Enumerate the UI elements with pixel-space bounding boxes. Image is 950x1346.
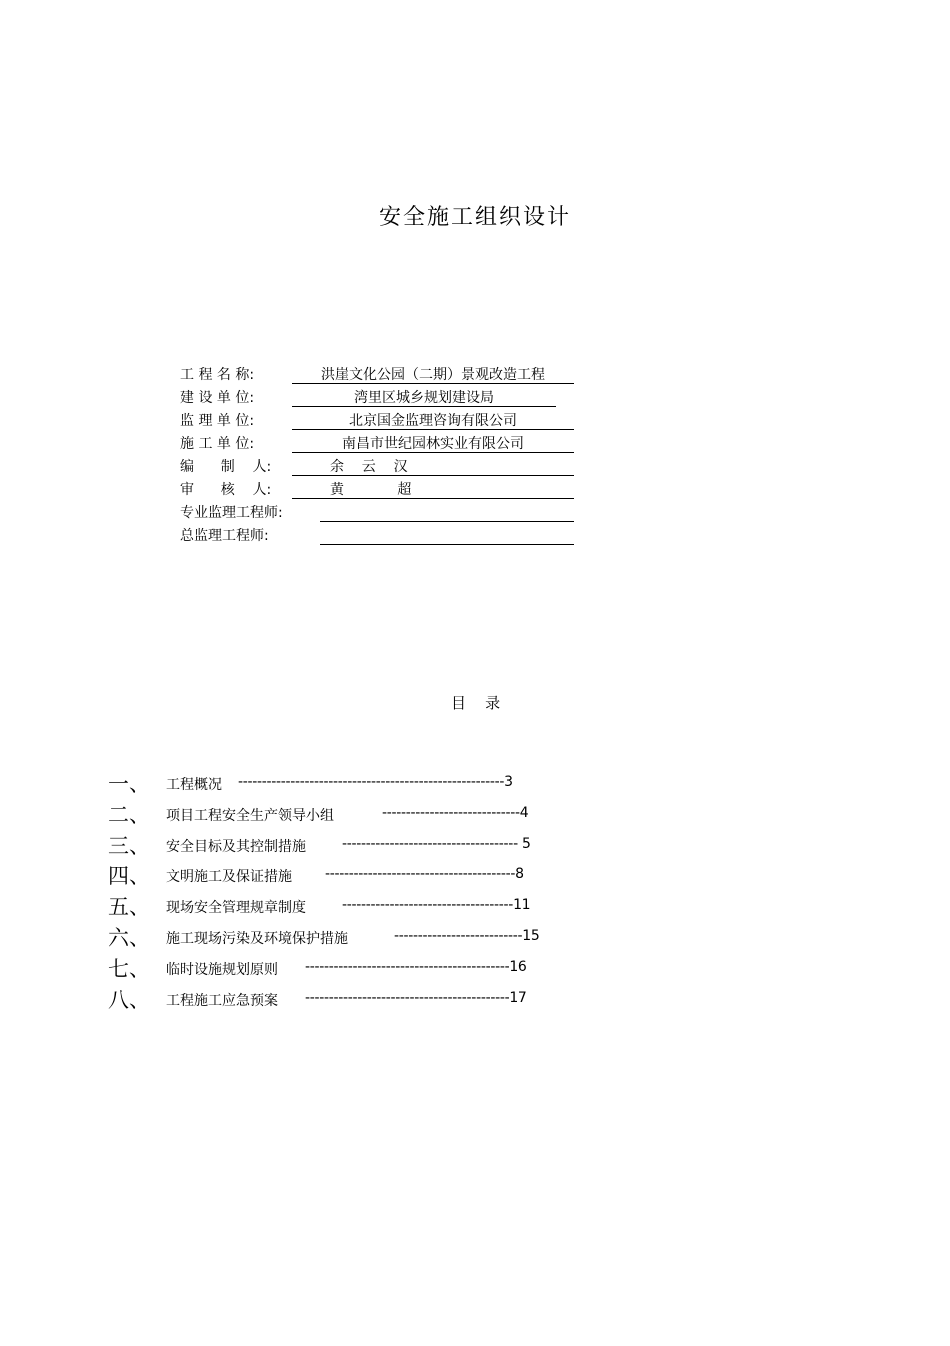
toc-number: 八、 [108, 987, 150, 1012]
toc-text: 施工现场污染及环境保护措施 [166, 930, 348, 947]
info-label: 总监理工程师: [180, 528, 269, 544]
toc-item[interactable] [108, 926, 668, 957]
toc-text: 现场安全管理规章制度 [166, 900, 306, 917]
toc-leader: ------------------------------------11 [342, 897, 531, 914]
underline [320, 521, 574, 522]
info-label: 编 制 人: [180, 459, 272, 475]
toc-item[interactable] [108, 834, 668, 865]
info-value: 南昌市世纪园林实业有限公司 [342, 436, 524, 452]
info-label: 建 设 单 位: [180, 390, 255, 406]
underline [292, 429, 574, 430]
toc-number: 六、 [108, 925, 150, 950]
toc-text: 工程概况 [166, 777, 222, 793]
document-title: 安全施工组织设计 [378, 205, 571, 230]
toc-leader: -------------------------------------------16 [305, 958, 527, 975]
toc-text: 项目工程安全生产领导小组 [166, 807, 334, 824]
info-label: 监 理 单 位: [180, 413, 255, 429]
underline [292, 475, 574, 476]
underline [292, 383, 574, 384]
toc-item[interactable] [108, 957, 668, 988]
toc-item[interactable] [108, 772, 668, 803]
toc-number: 二、 [108, 802, 150, 827]
toc-item[interactable] [108, 803, 668, 834]
toc-leader: ------------------------------------- 5 [342, 835, 531, 852]
info-label: 审 核 人: [180, 482, 272, 498]
underline [320, 544, 574, 545]
toc-number: 三、 [108, 833, 150, 858]
toc-leader: --------------------------------------------------------3 [238, 774, 513, 790]
toc-number: 七、 [108, 956, 150, 981]
info-value: 黄 超 [330, 482, 412, 498]
info-label: 工 程 名 称: [180, 367, 255, 383]
toc-leader: ----------------------------------------8 [325, 866, 524, 883]
toc-item[interactable] [108, 988, 668, 1019]
toc-text: 文明施工及保证措施 [166, 869, 292, 886]
toc-text: 安全目标及其控制措施 [166, 838, 306, 855]
toc-item[interactable] [108, 864, 668, 895]
toc-leader: -------------------------------------------17 [305, 989, 527, 1006]
underline [292, 498, 574, 499]
info-value: 北京国金监理咨询有限公司 [349, 413, 517, 429]
info-value: 湾里区城乡规划建设局 [354, 390, 494, 406]
info-value: 余 云 汉 [330, 459, 408, 475]
toc-leader: ---------------------------15 [394, 927, 540, 944]
toc-text: 临时设施规划原则 [166, 961, 278, 978]
table-of-contents [108, 772, 668, 1018]
toc-leader: -----------------------------4 [382, 804, 529, 821]
toc-number: 四、 [108, 864, 150, 889]
toc-item[interactable] [108, 895, 668, 926]
toc-text: 工程施工应急预案 [166, 992, 278, 1009]
toc-number: 五、 [108, 895, 150, 920]
underline [292, 452, 574, 453]
underline [292, 406, 556, 407]
toc-title: 目 录 [451, 694, 501, 712]
info-label: 专业监理工程师: [180, 505, 283, 521]
toc-number: 一、 [108, 772, 150, 796]
info-label: 施 工 单 位: [180, 436, 255, 452]
info-value: 洪崖文化公园（二期）景观改造工程 [321, 367, 545, 383]
